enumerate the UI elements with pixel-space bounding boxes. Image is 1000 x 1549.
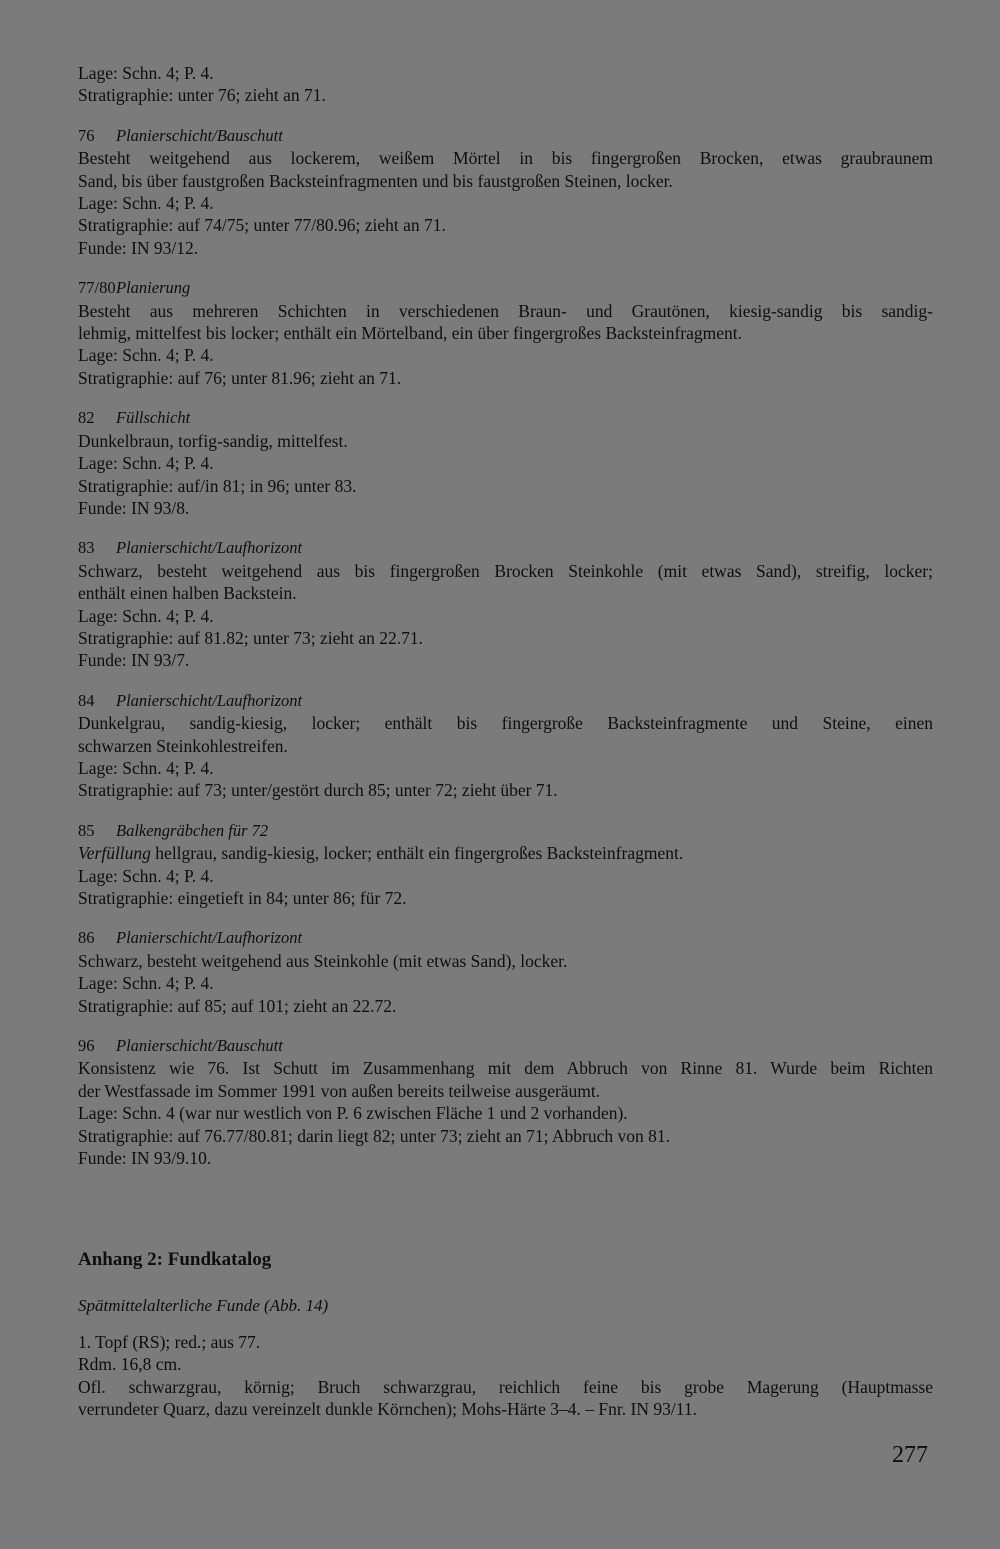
page-number: 277 [892,1442,928,1468]
text-line: Funde: IN 93/7. [78,650,190,671]
entry-heading [78,820,933,842]
entry-96 [78,1035,933,1169]
text-line: Stratigraphie: auf 73; unter/gestört durch 85; unter 72; zieht über 71. [78,780,558,801]
text-line: Stratigraphie: auf 76.77/80.81; darin liegt 82; unter 73; zieht an 71; Abbruch von 81. [78,1125,670,1146]
text-line: Schwarz, besteht weitgehend aus bis fingergroßen Brocken Steinkohle (mit etwas Sand), streifig, locker; [78,560,933,581]
entry-title: Planierschicht/Bauschutt [116,125,283,145]
text-line: Funde: IN 93/9.10. [78,1148,212,1169]
entry-heading [78,537,933,559]
text-line: Dunkelgrau, sandig-kiesig, locker; enthält bis fingergroße Backsteinfragmente und Steine, einen [78,713,933,734]
entry-title: Planierschicht/Laufhorizont [116,928,303,948]
entry-number: 84 [78,690,95,710]
text-line: Schwarz, besteht weitgehend aus Steinkohle (mit etwas Sand), locker. [78,950,568,971]
entry-number: 96 [78,1036,95,1056]
find-line: Ofl. schwarzgrau, körnig; Bruch schwarzgrau, reichlich feine bis grobe Magerung (Hauptmasse [78,1376,933,1397]
text-line: Lage: Schn. 4; P. 4. [78,757,214,778]
entry-heading [78,277,933,299]
text-line: Stratigraphie: auf 76; unter 81.96; zieht an 71. [78,367,402,388]
entry-heading [78,927,933,949]
text-line: Dunkelbraun, torfig-sandig, mittelfest. [78,430,348,451]
entry-86 [78,927,933,1017]
text-line: Sand, bis über faustgroßen Backsteinfragmenten und bis faustgroßen Steinen, locker. [78,170,673,191]
text-line: Besteht aus mehreren Schichten in verschiedenen Braun- und Grautönen, kiesig-sandig bis sandig- [78,300,933,321]
text-line: Lage: Schn. 4; P. 4. [78,865,214,886]
entry-heading [78,407,933,429]
text-line: enthält einen halben Backstein. [78,583,297,604]
entry-84 [78,690,933,802]
text-line: Lage: Schn. 4; P. 4. [78,63,214,83]
find-line: Rdm. 16,8 cm. [78,1354,182,1375]
fill-description: hellgrau, sandig-kiesig, locker; enthält ein fingergroßes Backsteinfragment. [150,843,684,864]
text-line: Stratigraphie: unter 76; zieht an 71. [78,85,326,106]
entry-number: 85 [78,820,95,840]
entry-heading [78,690,933,712]
find-line: 1. Topf (RS); red.; aus 77. [78,1332,261,1352]
text-line [78,842,933,864]
entry-85 [78,820,933,910]
fill-label: Verfüllung [78,843,151,864]
entry-title: Füllschicht [116,408,191,428]
text-line: Stratigraphie: eingetieft in 84; unter 86; für 72. [78,888,407,908]
appendix-section [78,1247,933,1421]
text-line: Lage: Schn. 4; P. 4. [78,193,214,214]
text-line: Lage: Schn. 4; P. 4. [78,973,214,994]
entry-number: 86 [78,928,95,948]
appendix-heading: Anhang 2: Fundkatalog [78,1249,272,1270]
entry-title: Planierschicht/Laufhorizont [116,538,303,558]
text-line: lehmig, mittelfest bis locker; enthält ein Mörtelband, ein über fingergroßes Backsteinfragment. [78,323,743,344]
intro-block [78,62,933,107]
entry-title: Planierschicht/Laufhorizont [116,690,303,710]
entry-title: Planierschicht/Bauschutt [116,1036,283,1056]
catalog-text-column [78,62,933,1187]
text-line: Stratigraphie: auf 74/75; unter 77/80.96; zieht an 71. [78,215,446,236]
entry-82 [78,407,933,519]
text-line: Funde: IN 93/12. [78,237,199,258]
text-line: Stratigraphie: auf/in 81; in 96; unter 83. [78,475,357,496]
text-line: Besteht weitgehend aus lockerem, weißem Mörtel in bis fingergroßen Brocken, etwas graubraunem [78,148,933,169]
entry-83 [78,537,933,671]
text-line: Lage: Schn. 4; P. 4. [78,453,214,474]
entry-number: 82 [78,408,95,428]
entry-number: 77/80 [78,278,116,298]
text-line: Lage: Schn. 4; P. 4. [78,345,214,366]
entry-number: 76 [78,125,95,145]
entry-heading [78,125,933,147]
text-line: der Westfassade im Sommer 1991 von außen bereits teilweise ausgeräumt. [78,1080,601,1101]
entry-number: 83 [78,538,95,558]
text-line: schwarzen Steinkohlestreifen. [78,735,288,756]
text-line: Stratigraphie: auf 81.82; unter 73; zieht an 22.71. [78,627,424,648]
text-line: Konsistenz wie 76. Ist Schutt im Zusammenhang mit dem Abbruch von Rinne 81. Wurde beim Richten [78,1058,933,1079]
text-line: Stratigraphie: auf 85; auf 101; zieht an 22.72. [78,995,397,1016]
text-line: Funde: IN 93/8. [78,497,190,518]
entry-heading [78,1035,933,1057]
entry-77-80 [78,277,933,389]
text-line: Lage: Schn. 4; P. 4. [78,605,214,626]
text-line: Lage: Schn. 4 (war nur westlich von P. 6 zwischen Fläche 1 und 2 vorhanden). [78,1103,628,1124]
appendix-subheading: Spätmittelalterliche Funde (Abb. 14) [78,1296,329,1315]
find-line: verrundeter Quarz, dazu vereinzelt dunkle Körnchen); Mohs-Härte 3–4. – Fnr. IN 93/11. [78,1399,697,1420]
entry-title: Balkengräbchen für 72 [116,820,269,840]
entry-title: Planierung [116,278,191,298]
entry-76 [78,125,933,259]
